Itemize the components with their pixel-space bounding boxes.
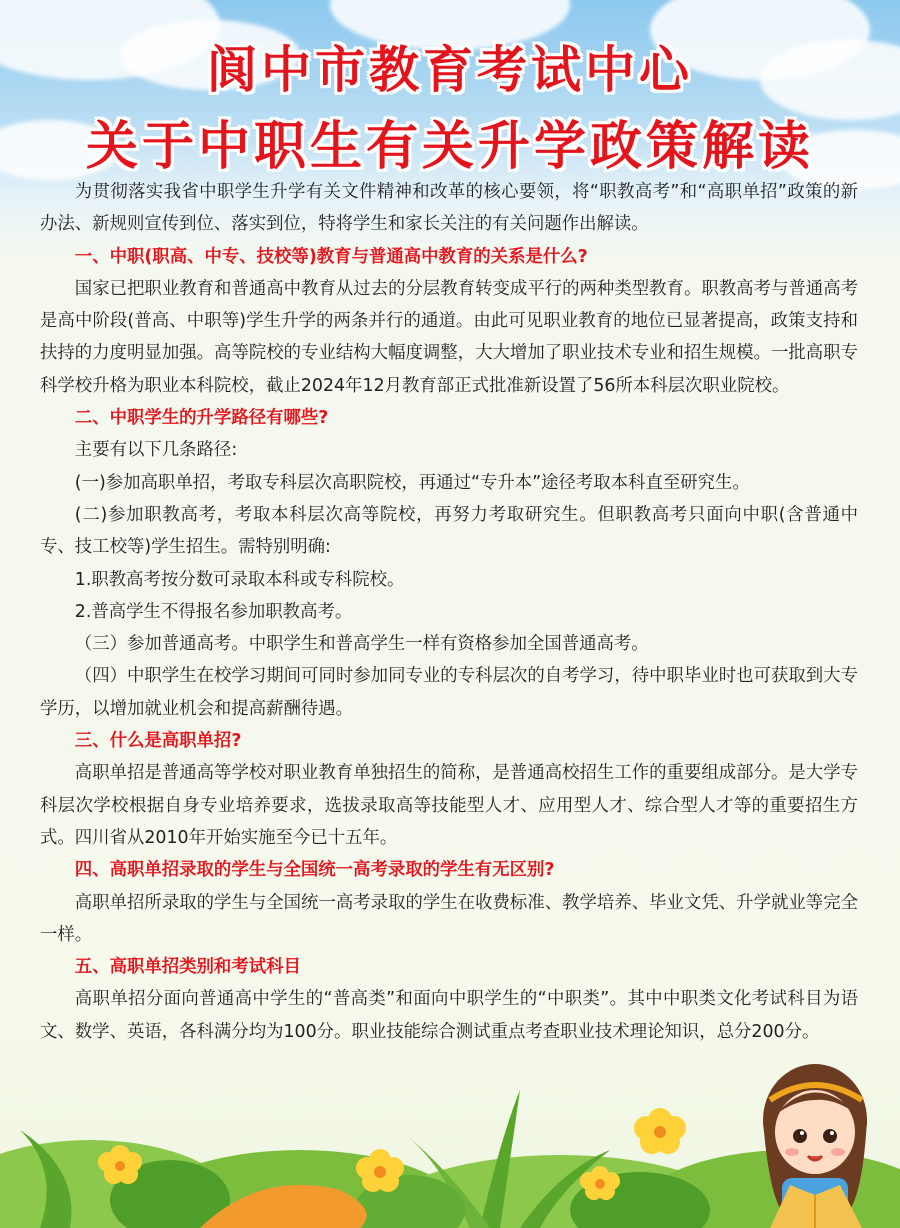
paragraph: （四）中职学生在校学习期间可同时参加同专业的专科层次的自考学习，待中职毕业时也可获取到大专学历，以增加就业机会和提高薪酬待遇。 xyxy=(40,666,858,719)
paragraph: 高职单招所录取的学生与全国统一高考录取的学生在收费标准、教学培养、毕业文凭、升学就业等完全一样。 xyxy=(40,892,858,945)
paragraph: 主要有以下几条路径: xyxy=(74,440,238,461)
section-heading: 三、什么是高职单招? xyxy=(74,731,242,752)
paragraph: 高职单招是普通高等学校对职业教育单独招生的简称，是普通高校招生工作的重要组成部分。是大学专科层次学校根据自身专业培养要求，选拔录取高等技能型人才、应用型人才、综合型人才等的重要招生方式。四川省从2010年开始实施至今已十五年。 xyxy=(40,763,858,848)
paragraph: (一)参加高职单招，考取专科层次高职院校，再通过“专升本”途径考取本科直至研究生。 xyxy=(74,472,750,493)
paragraph: 1.职教高考按分数可录取本科或专科院校。 xyxy=(74,569,405,590)
meadow-decoration xyxy=(0,1060,900,1228)
page-subtitle: 关于中职生有关升学政策解读 xyxy=(85,117,814,177)
paragraph: （三）参加普通高考。中职学生和普高学生一样有资格参加全国普通高考。 xyxy=(74,634,649,655)
section-heading: 二、中职学生的升学路径有哪些? xyxy=(74,408,329,429)
girl-reading-illustration xyxy=(763,1064,867,1228)
section-heading: 五、高职单招类别和考试科目 xyxy=(74,957,301,978)
page-title: 阆中市教育考试中心 xyxy=(207,41,693,99)
article-body xyxy=(40,176,858,1048)
paragraph: 高职单招分面向普通高中学生的“普高类”和面向中职学生的“中职类”。其中中职类文化考试科目为语文、数学、英语，各科满分均为100分。职业技能综合测试重点考查职业技术理论知识，总分200分。 xyxy=(40,989,858,1042)
paragraph: 国家已把职业教育和普通高中教育从过去的分层教育转变成平行的两种类型教育。职教高考与普通高考是高中阶段(普高、中职等)学生升学的两条并行的通道。由此可见职业教育的地位已显著提高，政策支持和扶持的力度明显加强。高等院校的专业结构大幅度调整，大大增加了职业技术专业和招生规模。一批高职专科学校升格为职业本科院校，截止2024年12月教育部正式批准新设置了56所本科层次职业院校。 xyxy=(40,278,858,396)
paragraph: 为贯彻落实我省中职学生升学有关文件精神和改革的核心要领，将“职教高考”和“高职单招”政策的新办法、新规则宣传到位、落实到位，特将学生和家长关注的有关问题作出解读。 xyxy=(40,182,858,235)
section-heading: 四、高职单招录取的学生与全国统一高考录取的学生有无区别? xyxy=(74,860,555,881)
paragraph: 2.普高学生不得报名参加职教高考。 xyxy=(74,601,353,622)
paragraph: (二)参加职教高考，考取本科层次高等院校，再努力考取研究生。但职教高考只面向中职(含普通中专、技工校等)学生招生。需特别明确: xyxy=(40,504,858,558)
section-heading: 一、中职(职高、中专、技校等)教育与普通高中教育的关系是什么? xyxy=(74,246,588,267)
